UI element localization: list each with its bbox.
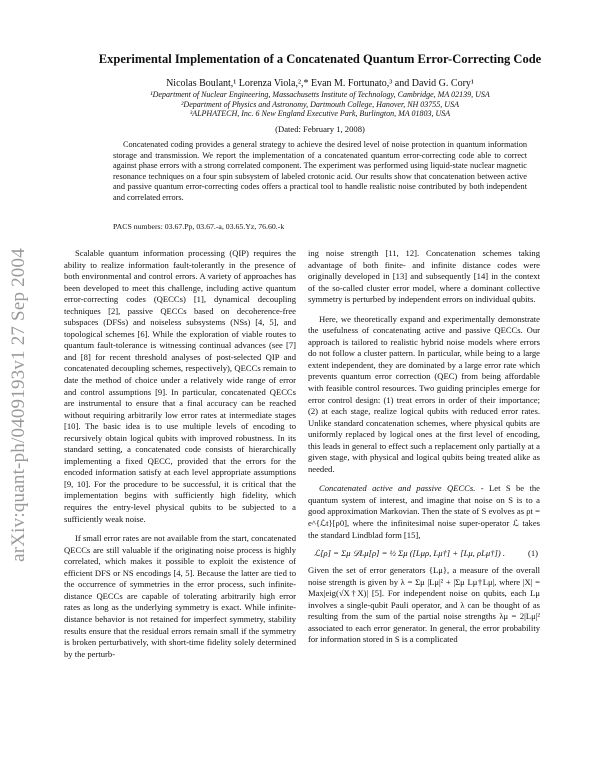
affiliations xyxy=(40,90,600,119)
body-column-right xyxy=(308,248,540,768)
section-run-in-heading: Concatenated active and passive QECCs. xyxy=(319,483,476,494)
section-text: - Let S be the quantum system of interest, and imagine that noise on S is to a good approximation Markovian. Then the state of S evolves as ρt = e^{ℒt}[ρ0], where the infinitesimal noise super-operator ℒ takes the standard Lindblad form [15], xyxy=(308,483,540,540)
body-paragraph: Scalable quantum information processing (QIP) requires the ability to realize information fault-tolerantly in the presence of both environmental and control errors. A variety of approaches has been developed to meet this challenge, including active quantum error-correcting codes (QECCs) [1], dynamical decoupling techniques [2], passive QECCs based on decoherence-free subspaces (DFSs) and noiseless subsystems (NSs) [4, 5], and topological schemes [6]. While the exploration of viable routes to quantum fault-tolerance is witnessing continual advances (see [7] and [8] for recent threshold analyses of post-selected QIP and concatenated decoupling schemes, respectively), QECCs remain to date the method of choice under a relatively wide range of error and control assumptions [9]. In particular, concatenated QECCs are instrumental to ensure that a final accuracy can be reached without requiring arbitrarily low error rates at intermediate stages [10]. The basic idea is to use multiple levels of encoding to recursively obtain logical qubits with improved robustness. In its standard setting, a concatenated code consists of hierarchically implementing a fixed QECC, provided that the errors for the encoded information satisfy at each level appropriate assumptions [9, 10]. For the procedure to be successful, it is critical that the implementation begins with sufficiently high fidelity, which requires the entry-level physical qubits to be subjected to a sufficiently weak noise. xyxy=(64,248,296,524)
body-paragraph: If small error rates are not available from the start, concatenated QECCs are still valuable if the originating noise process is highly correlated, which makes it possible to exploit the existence of efficient DFS or NS encodings [4, 5]. Because the latter are tied to the occurrence of symmetries in the error process, such infinite-distance QECCs are capable of tolerating arbitrarily high error rates as long as the underlying symmetry is exact. While infinite-distance behavior is not retained for imperfect symmetry, stability results ensure that the residual errors remain small if the symmetry is broken perturbatively, with short-time fidelity solely determined by the perturb- xyxy=(64,533,296,659)
equation-number: (1) xyxy=(527,548,538,559)
arxiv-side-stamp xyxy=(6,185,32,625)
body-paragraph xyxy=(308,483,540,541)
lindblad-equation xyxy=(308,547,540,559)
author-list: Nicolas Boulant,¹ Lorenza Viola,²,* Evan M. Fortunato,³ and David G. Cory¹ xyxy=(166,78,474,89)
body-paragraph: Here, we theoretically expand and experimentally demonstrate the usefulness of concatenating active and passive QECCs. Our approach is tailored to realistic hybrid noise models where errors do not follow a cluster pattern. In particular, while being to a large extent independent, they are dominated by a large error rate which prevents quantum error correction (QEC) from being affordable with feasible control resources. Two guiding principles emerge for error control design: (1) treat errors in order of their importance; (2) at each stage, realize logical qubits with reduced error rates. Unlike standard concatenation schemes, where physical qubits are uniformly replaced by logical ones at the first level of encoding, this leads in general to effect such a replacement only partially at a given stage, with physical and logical qubits being treated alike as needed. xyxy=(308,313,540,474)
body-column-left xyxy=(64,248,296,768)
body-paragraph: Given the set of error generators {Lμ}, a measure of the overall noise strength is given by λ = Σμ |Lμ|² + |Σμ Lμ†Lμ|, where |X| = Max|eig(√X†X)| [5]. For independent noise on qubits, each Lμ involves a single-qubit Pauli operator, and λ can be thought of as resulting from the sum of the partial noise strengths λμ = 2|Lμ|² associated to each error generator. In general, the error probability for information stored in S is a complicated xyxy=(308,565,540,645)
affiliation-2: ²Department of Physics and Astronomy, Dartmouth College, Hanover, NH 03755, USA xyxy=(181,99,459,109)
arxiv-identifier: arXiv:quant-ph/0409193v1 27 Sep 2004 xyxy=(8,248,29,562)
paper-title: Experimental Implementation of a Concatenated Quantum Error-Correcting Code xyxy=(98,52,542,66)
date-line: (Dated: February 1, 2008) xyxy=(275,124,365,134)
affiliation-3: ³ALPHATECH, Inc. 6 New England Executive Park, Burlington, MA 01803, USA xyxy=(189,109,451,118)
affiliation-1: ¹Department of Nuclear Engineering, Massachusetts Institute of Technology, Cambridge, MA 02139, USA xyxy=(150,90,490,99)
pacs-numbers: PACS numbers: 03.67.Pp, 03.67.-a, 03.65.Yz, 76.60.-k xyxy=(113,222,285,231)
equation-body: ℒ[ρ] = Σμ 𝒟Lμ[ρ] = ½ Σμ ([Lμρ, Lμ†] + [Lμ, ρLμ†]) . xyxy=(314,548,505,559)
abstract: Concatenated coding provides a general strategy to achieve the desired level of noise protection in quantum information storage and transmission. We report the implementation of a concatenated quantum error-correcting code able to correct against phase errors with a strong correlated component. The experiment was performed using liquid-state nuclear magnetic resonance techniques on a four spin subsystem of labeled crotonic acid. Our results show that concatenation between active and passive quantum error-correcting codes offers a practical tool to handle realistic noise contributed by both independent and correlated errors. xyxy=(113,140,527,202)
body-paragraph: ing noise strength [11, 12]. Concatenation schemes taking advantage of both finite- and infinite distance codes were originally developed in [13] and subsequently [14] in the context of the so-called cluster error model, where a dominant collective symmetry is perturbed by independent errors on individual qubits. xyxy=(308,248,540,305)
